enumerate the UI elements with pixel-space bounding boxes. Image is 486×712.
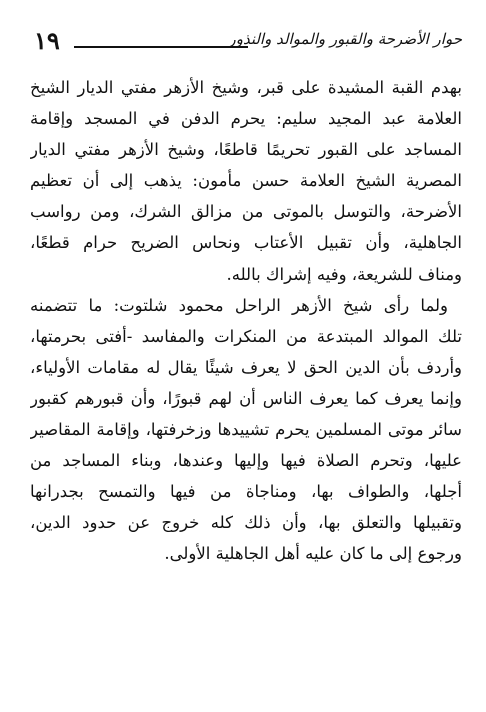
text-line: وتقبيلها والتعلق بها، وأن ذلك كله خروج عن حدود الدين،	[30, 513, 462, 533]
text-line: وأردف بأن الدين الحق لا يعرف شيئًا يقال له مقامات الأولياء،	[30, 357, 462, 377]
text-line: المصرية الشيخ العلامة حسن مأمون: يذهب إلى أن تعظيم	[30, 171, 462, 191]
header-rule	[74, 46, 248, 48]
text-line: عليها، وتحرم الصلاة فيها وإليها وعندها، وبناء المساجد من	[30, 451, 462, 471]
text-line: العلامة عبد المجيد سليم: يحرم الدفن في المسجد وإقامة	[30, 109, 462, 129]
text-line: المساجد على القبور تحريمًا قاطعًا، وشيخ الأزهر مفتي الديار	[30, 140, 462, 160]
running-header	[30, 26, 462, 60]
text-line: ولما رأى شيخ الأزهر الراحل محمود شلتوت: ما تتضمنه	[30, 295, 448, 315]
text-line: وإنما يعرف كما يعرف الناس أن لهم قبورًا، وأن قبورهم كقبور	[30, 388, 462, 408]
text-line: ورجوع إلى ما كان عليه أهل الجاهلية الأولى.	[164, 544, 462, 564]
text-line: أجلها، والطواف بها، ومناجاة من فيها والتمسح بجدرانها	[30, 482, 462, 502]
running-header-title: حوار الأضرحة والقبور والموالد والنذور	[228, 30, 462, 48]
text-line: بهدم القبة المشيدة على قبر، وشيخ الأزهر مفتي الديار الشيخ	[30, 78, 462, 97]
text-line: تلك الموالد المبتدعة من المنكرات والمفاسد -أفتى بحرمتها،	[30, 326, 462, 346]
page-number: ١٩	[34, 26, 60, 55]
text-line: الجاهلية، وأن تقبيل الأعتاب ونحاس الضريح حرام قطعًا،	[30, 233, 462, 253]
body-text	[30, 72, 462, 570]
text-line: سائر موتى المسلمين يحرم تشييدها وزخرفتها، وإقامة المقاصير	[30, 420, 462, 440]
text-line: الأضرحة، والتوسل بالموتى من مزالق الشرك، ومن رواسب	[30, 202, 462, 222]
text-line: ومناف للشريعة، وفيه إشراك بالله.	[226, 264, 462, 284]
